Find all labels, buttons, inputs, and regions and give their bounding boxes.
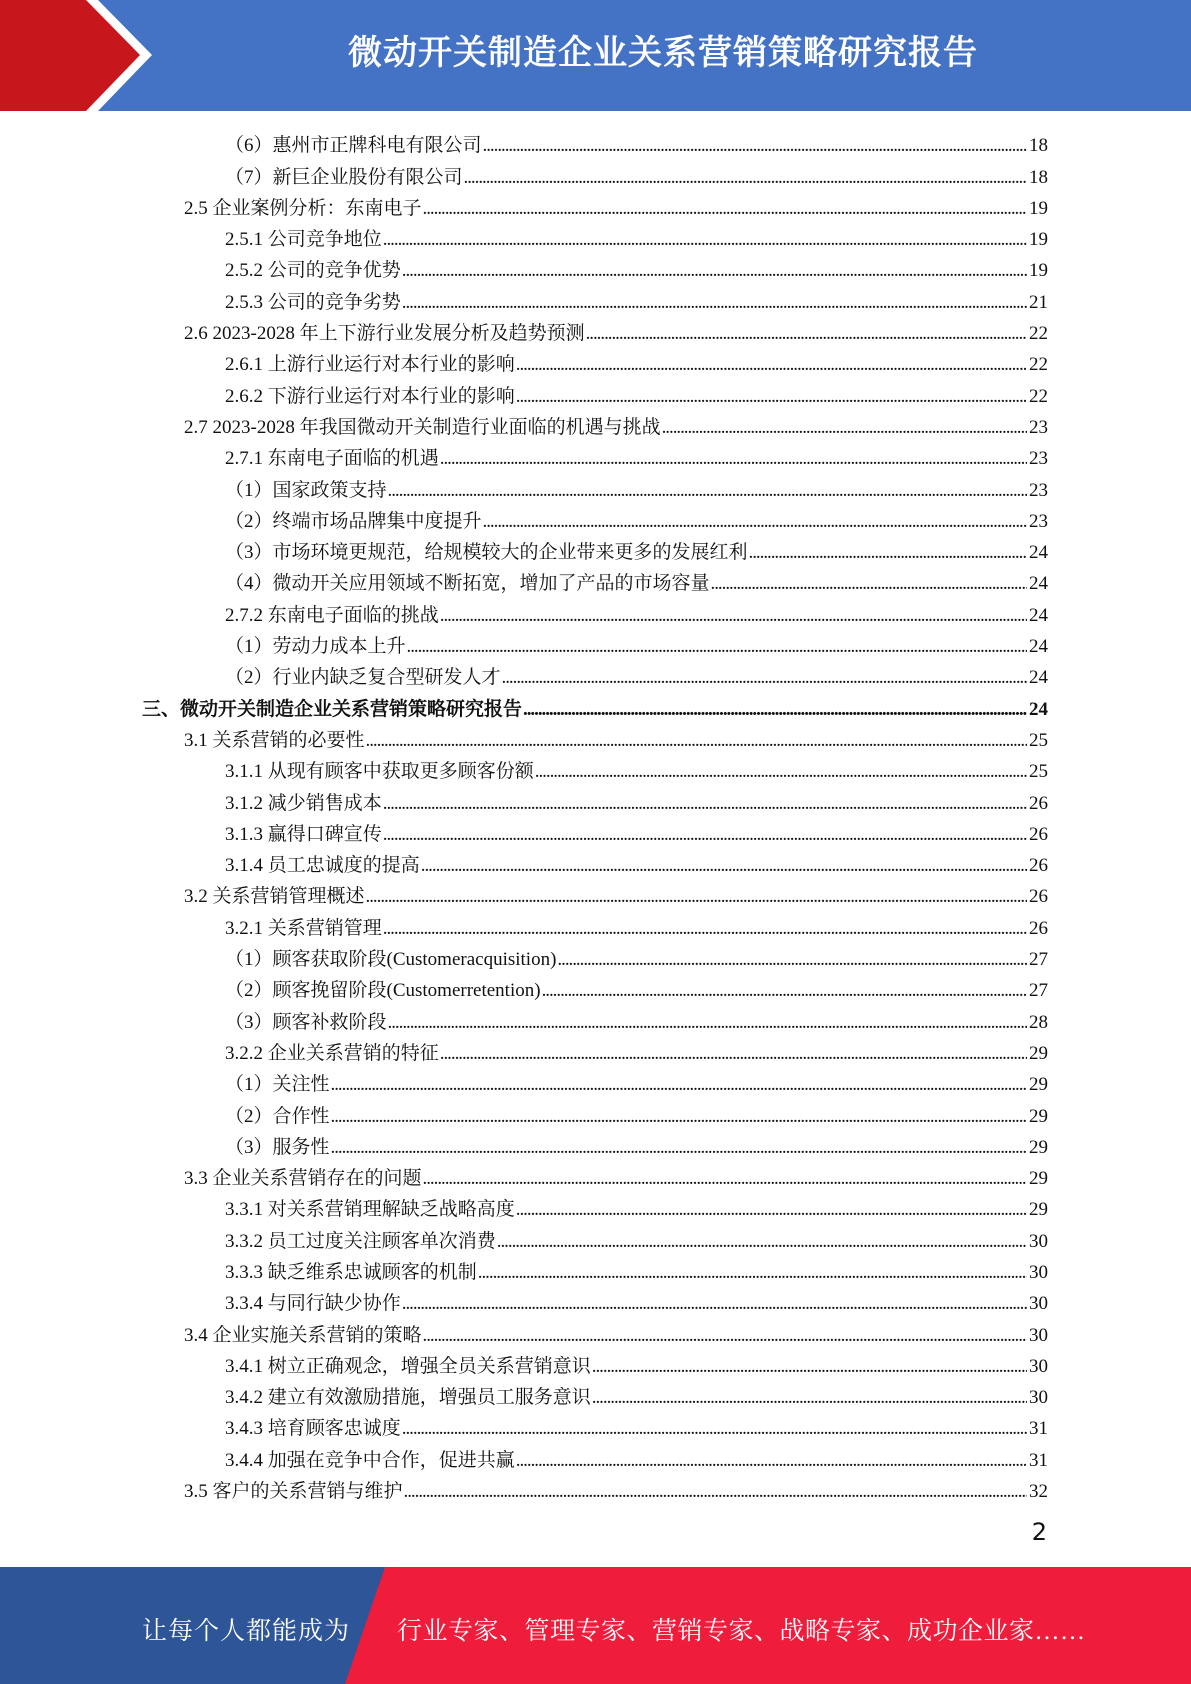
toc-dot-leader — [383, 823, 1046, 847]
toc-entry-page: 23 — [1029, 448, 1048, 470]
toc-dot-leader — [502, 666, 1046, 690]
toc-entry-page: 31 — [1029, 1418, 1048, 1440]
toc-entry[interactable] — [0, 1222, 1191, 1253]
toc-entry[interactable] — [0, 941, 1191, 972]
toc-entry-label: 2.6.1 上游行业运行对本行业的影响 — [225, 354, 515, 376]
toc-dot-leader — [402, 259, 1046, 283]
toc-entry-page: 26 — [1029, 917, 1048, 939]
toc-entry-label: （4）微动开关应用领域不断拓宽，增加了产品的市场容量 — [225, 573, 710, 595]
toc-entry-page: 22 — [1029, 323, 1048, 345]
toc-entry[interactable] — [0, 1254, 1191, 1285]
toc-entry-page: 24 — [1029, 542, 1048, 564]
toc-entry[interactable] — [0, 409, 1191, 440]
toc-entry[interactable] — [0, 565, 1191, 596]
toc-entry-label: 3.1.3 赢得口碑宣传 — [225, 823, 382, 845]
toc-entry-label: 3.3.3 缺乏维系忠诚顾客的机制 — [225, 1261, 477, 1283]
toc-entry-label: 2.5.1 公司竞争地位 — [225, 229, 382, 251]
toc-entry-label: 3.3.2 员工过度关注顾客单次消费 — [225, 1230, 496, 1252]
toc-entry-label: （7）新巨企业股份有限公司 — [225, 166, 463, 188]
toc-entry[interactable] — [0, 847, 1191, 878]
toc-entry[interactable] — [0, 1285, 1191, 1316]
toc-entry-label: 3.5 客户的关系营销与维护 — [184, 1481, 403, 1503]
toc-dot-leader — [516, 385, 1046, 409]
toc-entry[interactable] — [0, 659, 1191, 690]
toc-dot-leader — [542, 979, 1046, 1003]
toc-entry-label: 2.5.2 公司的竞争优势 — [225, 260, 401, 282]
toc-dot-leader — [516, 1198, 1046, 1222]
toc-dot-leader — [388, 479, 1046, 503]
toc-dot-leader — [478, 1261, 1046, 1285]
toc-entry-page: 23 — [1029, 479, 1048, 501]
toc-entry[interactable] — [0, 1473, 1191, 1504]
toc-dot-leader — [483, 134, 1046, 158]
toc-entry[interactable] — [0, 252, 1191, 283]
toc-entry[interactable] — [0, 440, 1191, 471]
toc-entry[interactable] — [0, 1129, 1191, 1160]
toc-entry[interactable] — [0, 471, 1191, 502]
table-of-contents — [0, 127, 1191, 1504]
page-number: 2 — [1031, 1518, 1047, 1546]
toc-dot-leader — [662, 416, 1046, 440]
toc-entry-page: 24 — [1029, 636, 1048, 658]
toc-entry[interactable] — [0, 1066, 1191, 1097]
header-red-chevron — [0, 0, 140, 111]
toc-entry-label: 2.5.3 公司的竞争劣势 — [225, 291, 401, 313]
toc-entry[interactable] — [0, 784, 1191, 815]
toc-entry-label: 2.6 2023-2028 年上下游行业发展分析及趋势预测 — [184, 323, 585, 345]
toc-entry[interactable] — [0, 628, 1191, 659]
toc-entry-page: 18 — [1029, 166, 1048, 188]
toc-entry-label: （1）劳动力成本上升 — [225, 636, 406, 658]
toc-dot-leader — [586, 322, 1046, 346]
toc-entry-page: 23 — [1029, 416, 1048, 438]
toc-entry-label: 2.5 企业案例分析：东南电子 — [184, 197, 422, 219]
toc-entry[interactable] — [0, 315, 1191, 346]
toc-entry-label: 3.1.1 从现有顾客中获取更多顾客份额 — [225, 761, 534, 783]
toc-entry-label: （1）顾客获取阶段(Customeracquisition) — [225, 949, 557, 971]
toc-entry-page: 21 — [1029, 291, 1048, 313]
toc-entry[interactable] — [0, 1035, 1191, 1066]
toc-entry-page: 28 — [1029, 1011, 1048, 1033]
toc-entry-label: （2）终端市场品牌集中度提升 — [225, 510, 482, 532]
toc-entry-label: （2）顾客挽留阶段(Customerretention) — [225, 980, 541, 1002]
toc-entry[interactable] — [0, 1003, 1191, 1034]
toc-entry-label: 2.7 2023-2028 年我国微动开关制造行业面临的机遇与挑战 — [184, 416, 661, 438]
toc-entry-label: 3.4.1 树立正确观念，增强全员关系营销意识 — [225, 1355, 591, 1377]
toc-entry[interactable] — [0, 1410, 1191, 1441]
toc-entry-page: 29 — [1029, 1042, 1048, 1064]
toc-dot-leader — [592, 1355, 1046, 1379]
toc-dot-leader — [711, 572, 1046, 596]
toc-entry[interactable] — [0, 722, 1191, 753]
toc-dot-leader — [383, 228, 1046, 252]
toc-entry[interactable] — [0, 283, 1191, 314]
toc-entry[interactable] — [0, 1160, 1191, 1191]
toc-dot-leader — [423, 1167, 1046, 1191]
toc-entry-label: 2.7.2 东南电子面临的挑战 — [225, 604, 439, 626]
toc-entry-label: 3.1.2 减少销售成本 — [225, 792, 382, 814]
toc-entry-label: （1）关注性 — [225, 1074, 330, 1096]
toc-entry-page: 29 — [1029, 1168, 1048, 1190]
toc-entry-page: 30 — [1029, 1293, 1048, 1315]
toc-dot-leader — [402, 1292, 1046, 1316]
toc-entry-label: （2）合作性 — [225, 1105, 330, 1127]
toc-dot-leader — [404, 1480, 1046, 1504]
toc-entry[interactable] — [0, 816, 1191, 847]
document-title: 微动开关制造企业关系营销策略研究报告 — [348, 33, 978, 73]
toc-dot-leader — [407, 635, 1046, 659]
toc-dot-leader — [440, 1042, 1046, 1066]
toc-entry-page: 30 — [1029, 1230, 1048, 1252]
toc-entry[interactable] — [0, 221, 1191, 252]
toc-entry[interactable] — [0, 534, 1191, 565]
footer-slogan-left: 让每个人都能成为 — [142, 1618, 351, 1645]
toc-entry-label: 3.1.4 员工忠诚度的提高 — [225, 855, 420, 877]
toc-entry[interactable] — [0, 909, 1191, 940]
toc-entry-label: 3.3 企业关系营销存在的问题 — [184, 1168, 422, 1190]
toc-entry-label: （6）惠州市正牌科电有限公司 — [225, 135, 482, 157]
toc-dot-leader — [331, 1073, 1046, 1097]
toc-entry-page: 23 — [1029, 510, 1048, 532]
toc-entry-page: 19 — [1029, 229, 1048, 251]
page-footer — [0, 1567, 1191, 1684]
toc-entry[interactable] — [0, 1379, 1191, 1410]
toc-dot-leader — [440, 447, 1046, 471]
toc-entry-label: 3.2 关系营销管理概述 — [184, 886, 365, 908]
toc-entry-label: （3）市场环境更规范，给规模较大的企业带来更多的发展红利 — [225, 542, 748, 564]
toc-dot-leader — [331, 1105, 1046, 1129]
toc-dot-leader — [366, 729, 1046, 753]
toc-dot-leader — [331, 1136, 1046, 1160]
toc-dot-leader — [535, 760, 1046, 784]
toc-entry-label: 三、微动开关制造企业关系营销策略研究报告 — [142, 698, 523, 720]
toc-entry[interactable] — [0, 690, 1191, 721]
toc-dot-leader — [402, 291, 1046, 315]
toc-entry[interactable] — [0, 377, 1191, 408]
toc-entry-label: 3.1 关系营销的必要性 — [184, 729, 365, 751]
toc-dot-leader — [402, 1417, 1046, 1441]
toc-entry[interactable] — [0, 596, 1191, 627]
toc-entry[interactable] — [0, 972, 1191, 1003]
toc-entry-page: 30 — [1029, 1324, 1048, 1346]
toc-entry-page: 19 — [1029, 197, 1048, 219]
toc-entry-page: 27 — [1029, 949, 1048, 971]
toc-entry-page: 29 — [1029, 1199, 1048, 1221]
toc-dot-leader — [388, 1011, 1046, 1035]
toc-entry-label: 3.4.2 建立有效激励措施，增强员工服务意识 — [225, 1387, 591, 1409]
toc-entry-label: 3.4.3 培育顾客忠诚度 — [225, 1418, 401, 1440]
toc-entry[interactable] — [0, 503, 1191, 534]
toc-entry-label: （2）行业内缺乏复合型研发人才 — [225, 667, 501, 689]
toc-entry-page: 30 — [1029, 1387, 1048, 1409]
toc-entry[interactable] — [0, 127, 1191, 158]
toc-entry[interactable] — [0, 1191, 1191, 1222]
toc-entry-page: 29 — [1029, 1105, 1048, 1127]
toc-dot-leader — [464, 166, 1046, 190]
toc-entry-page: 22 — [1029, 385, 1048, 407]
toc-entry-page: 24 — [1029, 573, 1048, 595]
toc-entry-label: 3.3.4 与同行缺少协作 — [225, 1293, 401, 1315]
toc-entry-page: 24 — [1029, 667, 1048, 689]
toc-entry-label: 3.4.4 加强在竞争中合作，促进共赢 — [225, 1449, 515, 1471]
toc-entry-label: 3.2.2 企业关系营销的特征 — [225, 1042, 439, 1064]
toc-entry[interactable] — [0, 190, 1191, 221]
toc-dot-leader — [592, 1386, 1046, 1410]
toc-entry-page: 22 — [1029, 354, 1048, 376]
toc-entry-page: 26 — [1029, 792, 1048, 814]
toc-dot-leader — [483, 510, 1046, 534]
toc-entry-page: 25 — [1029, 761, 1048, 783]
toc-entry-page: 30 — [1029, 1355, 1048, 1377]
toc-entry-label: 2.6.2 下游行业运行对本行业的影响 — [225, 385, 515, 407]
toc-entry-label: （3）顾客补救阶段 — [225, 1011, 387, 1033]
toc-dot-leader — [440, 604, 1046, 628]
toc-dot-leader — [749, 541, 1046, 565]
toc-entry[interactable] — [0, 346, 1191, 377]
toc-entry-page: 19 — [1029, 260, 1048, 282]
toc-entry[interactable] — [0, 878, 1191, 909]
toc-dot-leader — [383, 792, 1046, 816]
toc-entry-label: 2.7.1 东南电子面临的机遇 — [225, 448, 439, 470]
toc-dot-leader — [516, 1449, 1046, 1473]
toc-entry-page: 26 — [1029, 855, 1048, 877]
toc-dot-leader — [497, 1230, 1046, 1254]
toc-entry-page: 30 — [1029, 1261, 1048, 1283]
toc-entry-page: 26 — [1029, 823, 1048, 845]
page-header — [0, 0, 1191, 111]
toc-entry-page: 25 — [1029, 729, 1048, 751]
toc-entry-page: 24 — [1029, 698, 1048, 720]
toc-entry[interactable] — [0, 1097, 1191, 1128]
toc-dot-leader — [423, 1324, 1046, 1348]
toc-entry-page: 26 — [1029, 886, 1048, 908]
toc-dot-leader — [516, 353, 1046, 377]
toc-dot-leader — [421, 854, 1046, 878]
toc-entry[interactable] — [0, 158, 1191, 189]
toc-dot-leader — [383, 917, 1046, 941]
toc-dot-leader — [423, 197, 1046, 221]
toc-entry-page: 27 — [1029, 980, 1048, 1002]
toc-entry[interactable] — [0, 1348, 1191, 1379]
toc-entry-page: 24 — [1029, 604, 1048, 626]
toc-entry-page: 29 — [1029, 1136, 1048, 1158]
toc-entry-label: （1）国家政策支持 — [225, 479, 387, 501]
toc-entry-page: 31 — [1029, 1449, 1048, 1471]
footer-slogan-right: 行业专家、管理专家、营销专家、战略专家、成功企业家…… — [397, 1618, 1086, 1645]
toc-entry-label: （3）服务性 — [225, 1136, 330, 1158]
toc-entry-label: 3.4 企业实施关系营销的策略 — [184, 1324, 422, 1346]
toc-entry[interactable] — [0, 1316, 1191, 1347]
toc-entry-label: 3.3.1 对关系营销理解缺乏战略高度 — [225, 1199, 515, 1221]
toc-dot-leader — [366, 885, 1046, 909]
toc-dot-leader — [523, 698, 1046, 722]
toc-dot-leader — [557, 948, 1046, 972]
toc-entry-label: 3.2.1 关系营销管理 — [225, 917, 382, 939]
toc-entry-page: 18 — [1029, 135, 1048, 157]
toc-entry[interactable] — [0, 1441, 1191, 1472]
toc-entry-page: 29 — [1029, 1074, 1048, 1096]
toc-entry-page: 32 — [1029, 1481, 1048, 1503]
toc-entry[interactable] — [0, 753, 1191, 784]
